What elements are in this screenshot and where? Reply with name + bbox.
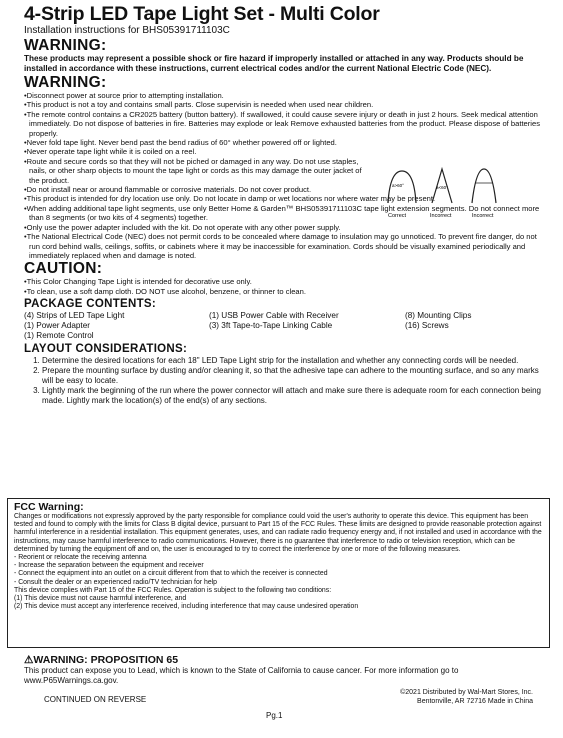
warning-item: • When adding additional tape light segments, use only Better Home & Garden™ BHS05391711103C tape light extension segments. Do not connect more than 8 segments (or two kits of 4 segments) together. — [24, 204, 547, 223]
layout-item: 2. Prepare the mounting surface by dusting and/or cleaning it, so that the adhesive tape can adhere to the mounting surface, and so any marks will be easy to locate. — [42, 366, 547, 386]
incorrect-bend-shape-2 — [472, 169, 496, 203]
fcc-measure: - Increase the separation between the equipment and receiver — [14, 562, 204, 570]
warning-item: • Disconnect power at source prior to attempting installation. — [24, 91, 547, 100]
warning-heading-2: WARNING: — [24, 74, 107, 91]
package-column-2 — [209, 311, 405, 341]
package-column-1 — [24, 311, 209, 341]
address-text: Bentonville, AR 72716 Made in China — [417, 697, 533, 705]
warning-item: • This product is intended for dry location use only. Do not locate in damp or wet locations nor where water may be present. — [24, 194, 547, 203]
package-item: (1) Remote Control — [24, 331, 94, 341]
warning-item: • This product is not a toy and contains small parts. Close supervisin is needed when used near children. — [24, 100, 547, 109]
caution-item: • To clean, use a soft damp cloth. DO NOT use alcohol, benzene, or thinner to clean. — [24, 287, 547, 296]
warning-item: • Never operate tape light while it is coiled on a reel. — [24, 147, 547, 156]
copyright-text: ©2021 Distributed by Wal-Mart Stores, Inc. — [400, 689, 533, 696]
caution-heading: CAUTION: — [24, 260, 103, 278]
package-item: (3) 3ft Tape-to-Tape Linking Cable — [209, 321, 333, 331]
package-item: (4) Strips of LED Tape Light — [24, 311, 125, 321]
angle-label-2: a<60° — [436, 185, 448, 190]
warning-item: • Do not install near or around flammable or corrosive materials. Do not cover product. — [24, 185, 547, 194]
package-item: (8) Mounting Clips — [405, 311, 472, 321]
layout-item: 1. Determine the desired locations for each 18" LED Tape Light strip for the installation and whether any connecting cords will be needed. — [42, 356, 547, 366]
package-heading: PACKAGE CONTENTS: — [24, 298, 157, 311]
continued-note: CONTINUED ON REVERSE — [44, 695, 147, 704]
package-item: (1) USB Power Cable with Receiver — [209, 311, 339, 321]
warning-item: • Route and secure cords so that they will not be piched or damaged in any way. Do not use staples, nails, or other sharp objects to mount the tape light or cords as this may damage the outer jacket of the product. — [24, 157, 547, 185]
layout-heading: LAYOUT CONSIDERATIONS: — [24, 343, 188, 356]
fcc-condition: (1) This device must not cause harmful interference, and — [14, 595, 187, 603]
diagram-label-incorrect: Incorrect — [430, 213, 452, 219]
warning-item: • The National Electrical Code (NEC) does not permit cords to be concealed where damage to insulation may go unnoticed. To prevent fire danger, do not run cord behind walls, ceilings, soffits, or cabinets where it may be inaccessible for examination. Cords should be visually examined periodically and immediately replaced when and damage is noted. — [24, 232, 547, 260]
caution-item: • This Color Changing Tape Light is intended for decorative use only. — [24, 277, 547, 286]
fcc-text: Changes or modifications not expressly approved by the party responsible for compliance could void the user's authority to operate this device. This equipment has been tested and found to comply with the limits for Class B digital device, pursuant to Part 15 of the FCC Rules. These limits are designed to provide reasonable protection against harmful interference in a residential installation. This equipment generates, uses, and can radiate radio frequency energy and, if not installed and used in accordance with the instructions, may cause harmful interference to radio communications. However, there is no guarantee that interference to radio or television reception, which can be determined by turning the equipment off and on, the user is encouraged to try to correct the interference by one or more of the following measures. — [14, 513, 542, 553]
package-item: (1) Power Adapter — [24, 321, 90, 331]
page-title: 4-Strip LED Tape Light Set - Multi Color — [24, 3, 380, 25]
package-column-3 — [405, 311, 545, 341]
warning-item: • Never fold tape light. Never bend past the bend radius of 60° whether powered off or lighted. — [24, 138, 547, 147]
page-number: Pg.1 — [266, 711, 283, 720]
diagram-label-correct: Correct — [388, 213, 407, 219]
copyright-block — [400, 689, 533, 706]
fcc-measure: - Reorient or relocate the receiving antenna — [14, 554, 147, 562]
warning-triangle-icon: ⚠ — [24, 654, 34, 666]
diagram-label-incorrect: Incorrect — [472, 213, 494, 219]
bend-radius-diagram — [380, 163, 510, 223]
warning-item: • Only use the power adapter included with the kit. Do not operate with any other power supply. — [24, 223, 547, 232]
warning-text-1: These products may represent a possible shock or fire hazard if improperly installed or attached in any way. Products should be installed in accordance with these instructions, current electrical codes and/or the current National Electric Code (NEC). — [24, 54, 524, 73]
caution-list — [24, 277, 547, 296]
fcc-warning-box — [7, 498, 550, 648]
fcc-measure: - Consult the dealer or an experienced radio/TV technician for help — [14, 578, 218, 586]
layout-item: 3. Lightly mark the beginning of the run where the power connector will attach and make sure there is adequate room for each connection being made. Lightly mark the location(s) of the end(s) of any sections. — [42, 386, 547, 406]
package-contents — [24, 311, 547, 341]
page-subtitle: Installation instructions for BHS05391711103C — [24, 25, 230, 36]
fcc-part15: This device complies with Part 15 of the FCC Rules. Operation is subject to the following two conditions: — [14, 586, 332, 594]
prop65-section — [24, 654, 544, 686]
layout-list — [24, 356, 547, 406]
warning-heading-1: WARNING: — [24, 37, 107, 54]
fcc-condition: (2) This device must accept any interference received, including interference that may cause undesired operation — [14, 603, 359, 611]
package-item: (16) Screws — [405, 321, 449, 331]
angle-label-1: a>60° — [392, 183, 404, 188]
fcc-heading: FCC Warning: — [14, 501, 84, 513]
warning-item: • The remote control contains a CR2025 battery (button battery). If swallowed, it could cause severe injury or death in just 2 hours. Seek medical attention immediately. Do not dispose of batteries in fire. Batteries may explode or leak Remove exhausted batteries from the product. Please dispose of batteries properly. — [24, 110, 547, 138]
prop65-heading: ⚠WARNING: PROPOSITION 65 — [24, 654, 179, 666]
prop65-text: This product can expose you to Lead, which is known to the State of California to cause cancer. For more information go to www.P65Warnings.ca.gov. — [24, 666, 459, 685]
fcc-measure: - Connect the equipment into an outlet on a circuit different from that to which the receiver is connected — [14, 570, 328, 578]
